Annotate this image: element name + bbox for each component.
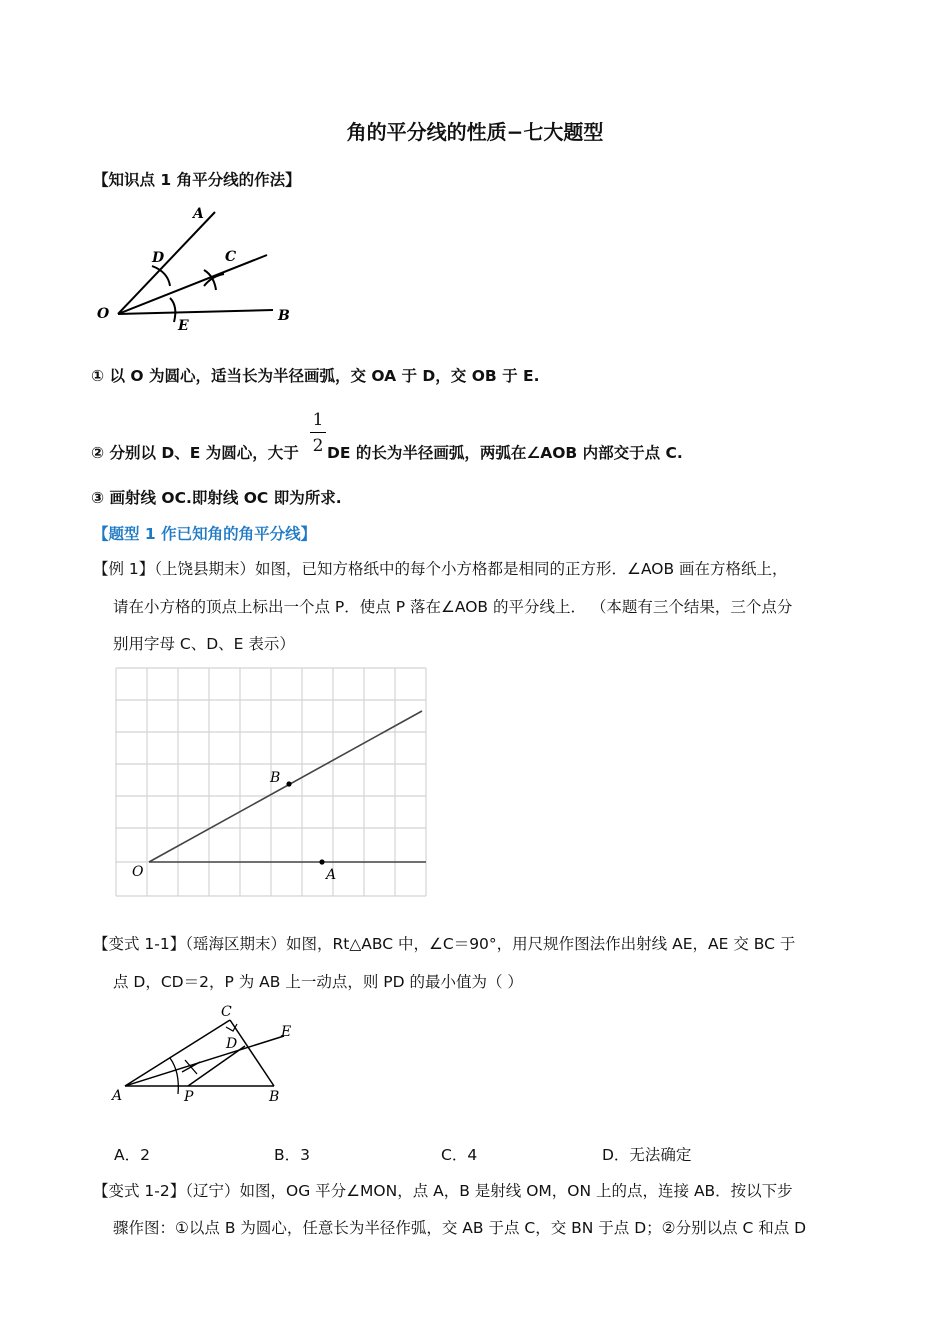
variant-1-2-tag: 【变式 1-2】 <box>93 1182 186 1200</box>
fraction-bar <box>310 432 326 433</box>
option-d[interactable]: D．无法确定 <box>602 1146 692 1164</box>
grid-label-b: B <box>270 770 281 786</box>
page-title: 角的平分线的性质−七大题型 <box>346 120 604 144</box>
step-2-prefix: ② 分别以 D、E 为圆心，大于 <box>91 444 299 462</box>
option-b[interactable]: B．3 <box>274 1146 310 1164</box>
step-1: ① 以 O 为圆心，适当长为半径画弧，交 OA 于 D，交 OB 于 E. <box>91 367 540 385</box>
example-1-line-3: 别用字母 C、D、E 表示） <box>113 635 295 653</box>
option-c[interactable]: C．4 <box>441 1146 478 1164</box>
variant-1-1-line-2: 点 D，CD＝2，P 为 AB 上一动点，则 PD 的最小值为（ ） <box>113 973 523 991</box>
tri-label-p: P <box>184 1089 194 1105</box>
type-1-heading: 【题型 1 作已知角的角平分线】 <box>93 525 317 543</box>
variant-1-1-tag: 【变式 1-1】 <box>93 935 186 953</box>
example-1-line-1 <box>93 559 788 579</box>
step-3: ③ 画射线 OC.即射线 OC 即为所求. <box>91 489 342 507</box>
triangle-figure <box>108 1000 308 1110</box>
tri-label-c: C <box>221 1004 232 1020</box>
variant-1-1-text: （瑶海区期末）如图，Rt△ABC 中，∠C＝90°，用尺规作图法作出射线 AE，AE 交 BC 于 <box>185 935 796 953</box>
tri-label-a: A <box>112 1088 123 1104</box>
label-a: A <box>193 206 204 222</box>
tri-label-e: E <box>281 1024 292 1040</box>
grid-label-a: A <box>326 867 337 883</box>
variant-1-2-line-2: 骤作图：①以点 B 为圆心，任意长为半径作弧，交 AB 于点 C，交 BN 于点 D；②分别以点 C 和点 D <box>113 1219 807 1237</box>
grid-label-o: O <box>132 864 144 880</box>
example-1-line-2: 请在小方格的顶点上标出一个点 P．使点 P 落在∠AOB 的平分线上． （本题有三个结果，三个点分 <box>113 598 793 616</box>
option-a[interactable]: A．2 <box>114 1146 150 1164</box>
point-a <box>319 859 324 864</box>
label-c: C <box>225 249 237 265</box>
label-o: O <box>97 306 110 322</box>
fraction-numerator: 1 <box>312 410 324 430</box>
example-1-text: （上饶县期末）如图，已知方格纸中的每个小方格都是相同的正方形．∠AOB 画在方格纸上， <box>154 560 788 578</box>
grid-figure <box>112 664 432 900</box>
tri-label-b: B <box>269 1089 280 1105</box>
example-1-tag: 【例 1】 <box>93 560 155 578</box>
label-e: E <box>178 318 189 334</box>
variant-1-2-line-1 <box>93 1181 793 1201</box>
label-d: D <box>152 250 165 266</box>
fraction-denominator: 2 <box>312 436 324 456</box>
knowledge-heading: 【知识点 1 角平分线的作法】 <box>93 171 301 189</box>
step-2-suffix: DE 的长为半径画弧，两弧在∠AOB 内部交于点 C. <box>327 444 683 462</box>
point-b <box>286 781 291 786</box>
label-b: B <box>278 308 290 324</box>
variant-1-2-text: （辽宁）如图，OG 平分∠MON，点 A，B 是射线 OM，ON 上的点，连接 AB．按以下步 <box>185 1182 793 1200</box>
angle-bisector-construction-figure <box>90 198 310 338</box>
variant-1-1-line-1 <box>93 934 795 954</box>
tri-label-d: D <box>226 1036 238 1052</box>
